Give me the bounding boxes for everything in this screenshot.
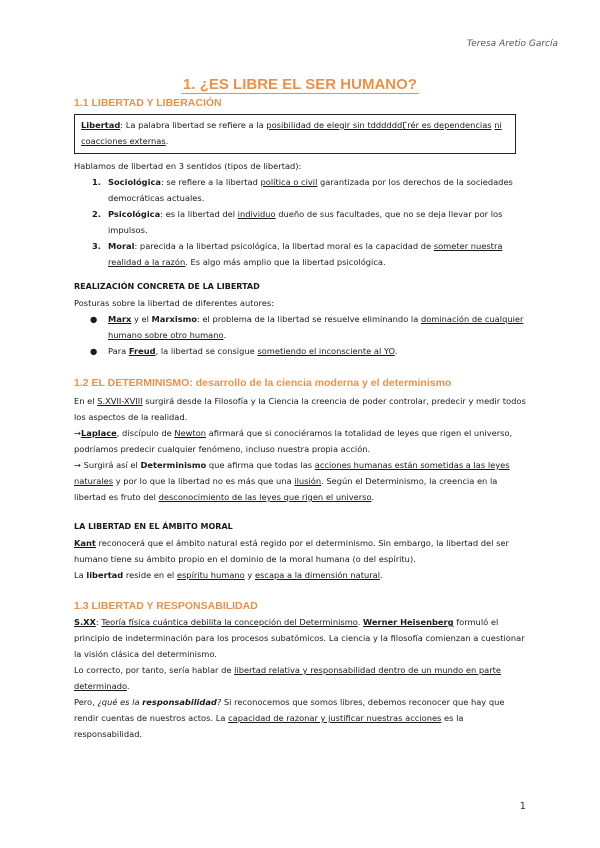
responsabilidad-block: [74, 614, 526, 742]
section-1-1-heading: 1.1 LIBERTAD Y LIBERACIÓN: [74, 97, 222, 109]
realizacion-intro: Posturas sobre la libertad de diferentes autores:: [74, 298, 275, 308]
paragraph: S.XX: Teoría física cuántica debilita la concepción del Determinismo. Werner Heisenberg formuló el principio de indeterminación para los procesos subatómicos. La ciencia y la filosofía comienzan a cuestionar la visión clásica del determinismo.: [74, 617, 525, 659]
list-item: 1. Sociológica: se refiere a la libertad política o civil garantizada por los derechos de la sociedades democráticas actuales.: [92, 177, 513, 203]
page-number: 1: [519, 801, 526, 812]
definition-box: Libertad: La palabra libertad se refiere a la posibilidad de elegir sin tddddddӶrér es dependencias ni coacciones externas.: [74, 114, 516, 154]
paragraph: Pero, ¿qué es la responsabilidad? Si reconocemos que somos libres, debemos reconocer que hay que rendir cuentas de nuestros actos. La capacidad de razonar y justificar nuestras acciones es la responsabilidad.: [74, 697, 505, 739]
paragraph: La libertad reside en el espíritu humano y escapa a la dimensión natural.: [74, 570, 383, 580]
senses-list: [74, 174, 526, 270]
list-item: 2. Psicológica: es la libertad del individuo dueño de sus facultades, que no se deja llevar por los impulsos.: [92, 209, 503, 235]
list-item: 3. Moral: parecida a la libertad psicológica, la libertad moral es la capacidad de someter nuestra realidad a la razón. Es algo más amplio que la libertad psicológica.: [92, 241, 503, 267]
list-item: ● Para Freud, la libertad se consigue sometiendo el inconsciente al YO.: [90, 346, 398, 356]
senses-intro: Hablamos de libertad en 3 sentidos (tipos de libertad):: [74, 161, 302, 171]
header-author: Teresa Aretio García: [466, 39, 558, 49]
realizacion-heading: REALIZACIÓN CONCRETA DE LA LIBERTAD: [74, 282, 260, 291]
section-1-3-heading: 1.3 LIBERTAD Y RESPONSABILIDAD: [74, 600, 258, 612]
realizacion-list: [74, 311, 526, 359]
realizacion-block: [74, 295, 526, 359]
senses-block: [74, 158, 526, 270]
paragraph: Kant reconocerá que el ámbito natural está regido por el determinismo. Sin embargo, la libertad del ser humano tiene su ámbito propio en el dominio de la moral humana (o del espíritu).: [74, 538, 509, 564]
moral-block: [74, 535, 526, 583]
page-title-text: 1. ¿ES LIBRE EL SER HUMANO?: [183, 76, 417, 93]
paragraph: →Laplace, discípulo de Newton afirmará que si conociéramos la totalidad de leyes que rigen el universo, podríamos predecir cualquier fenómeno, incluso nuestra propia acción.: [74, 428, 513, 454]
def-term: Libertad: [81, 120, 121, 130]
paragraph: → Surgirá así el Determinismo que afirma que todas las acciones humanas están sometidas a las leyes naturales y por lo que la libertad no es más que una ilusión. Según el Determinismo, la creencia en la libertad es fruto del desconocimiento de las leyes que rigen el universo.: [74, 460, 510, 502]
list-item: ● Marx y el Marxismo: el problema de la libertad se resuelve eliminando la dominación de cualquier humano sobre otro humano.: [90, 314, 524, 340]
section-1-2-heading: 1.2 EL DETERMINISMO: desarrollo de la ciencia moderna y el determinismo: [74, 377, 452, 389]
page-title: [0, 76, 600, 94]
paragraph: En el S.XVII-XVIII surgirá desde la Filosofía y la Ciencia la creencia de poder controlar, predecir y medir todos los aspectos de la realidad.: [74, 396, 526, 422]
paragraph: Lo correcto, por tanto, sería hablar de libertad relativa y responsabilidad dentro de un mundo en parte determinado.: [74, 665, 501, 691]
moral-heading: LA LIBERTAD EN EL ÁMBITO MORAL: [74, 522, 233, 531]
determinismo-block: [74, 393, 526, 505]
